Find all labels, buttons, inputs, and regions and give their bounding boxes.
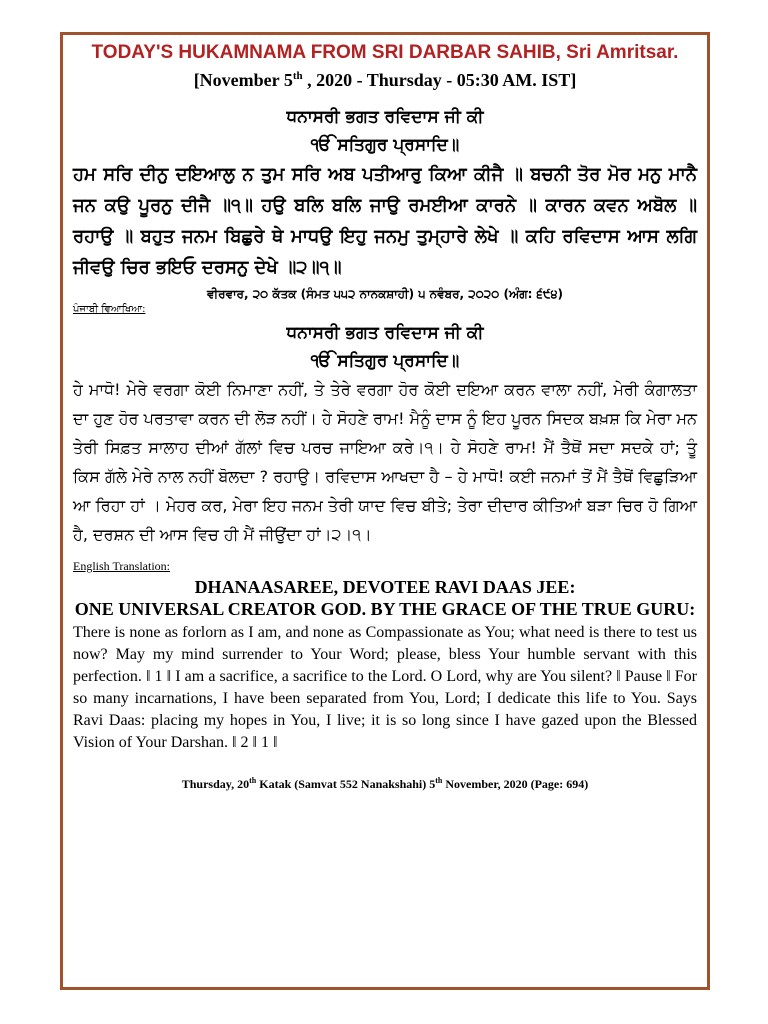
title-place: Sri Amritsar. bbox=[560, 42, 679, 63]
gurbani-heading: ਧਨਾਸਰੀ ਭਗਤ ਰਵਿਦਾਸ ਜੀ ਕੀ bbox=[286, 107, 484, 127]
english-translation: There is none as forlorn as I am, and none as Compassionate as You; what need is there to test us now? May my mind surrender to Your Word; please, bless Your humble servant with this perfection. ‖ 1 ‖ I am a sacrifice, a sacrifice to the Lord. O Lord, why are You silent? ‖ Pause ‖ For so many incarnations, I have been separated from You, Lord; I dedicate this life to You. Says Ravi Daas: placing my hopes in You, I live; it is so long since I have gazed upon the Blessed Vision of Your Darshan. ‖ 2 ‖ 1 ‖ bbox=[73, 624, 697, 751]
footer-part3: November, 2020 (Page: 694) bbox=[442, 777, 589, 791]
english-heading-2: ONE UNIVERSAL CREATOR GOD. BY THE GRACE OF THE TRUE GURU: bbox=[74, 599, 696, 619]
footer-sup2: th bbox=[435, 776, 443, 785]
gurbani-text: ਹਮ ਸਰਿ ਦੀਨੁ ਦਇਆਲੁ ਨ ਤੁਮ ਸਰਿ ਅਬ ਪਤੀਆਰੁ ਕਿਆ ਕੀਜੈ ॥ ਬਚਨੀ ਤੋਰ ਮੋਰ ਮਨੁ ਮਾਨੈ ਜਨ ਕਉ ਪੂਰਨੁ ਦੀਜੈ ॥੧॥ ਹਉ ਬਲਿ ਬਲਿ ਜਾਉ ਰਮਈਆ ਕਾਰਨੇ ॥ ਕਾਰਨ ਕਵਨ ਅਬੋਲ ॥ ਰਹਾਉ ॥ ਬਹੁਤ ਜਨਮ ਬਿਛੁਰੇ ਥੇ ਮਾਧਉ ਇਹੁ ਜਨਮੁ ਤੁਮ੍ਹਾਰੇ ਲੇਖੇ ॥ ਕਹਿ ਰਵਿਦਾਸ ਆਸ ਲਗਿ ਜੀਵਉ ਚਿਰ ਭਇਓ ਦਰਸਨੁ ਦੇਖੇ ॥੨॥੧॥ bbox=[73, 164, 697, 278]
punjabi-translation: ਹੇ ਮਾਧੋ! ਮੇਰੇ ਵਰਗਾ ਕੋਈ ਨਿਮਾਣਾ ਨਹੀਂ, ਤੇ ਤੇਰੇ ਵਰਗਾ ਹੋਰ ਕੋਈ ਦਇਆ ਕਰਨ ਵਾਲਾ ਨਹੀਂ, ਮੇਰੀ ਕੰਗਾਲਤਾ ਦਾ ਹੁਣ ਹੋਰ ਪਰਤਾਵਾ ਕਰਨ ਦੀ ਲੋੜ ਨਹੀਂ। ਹੇ ਸੋਹਣੇ ਰਾਮ! ਮੈਨੂੰ ਦਾਸ ਨੂੰ ਇਹ ਪੂਰਨ ਸਿਦਕ ਬਖ਼ਸ਼ ਕਿ ਮੇਰਾ ਮਨ ਤੇਰੀ ਸਿਫ਼ਤ ਸਾਲਾਹ ਦੀਆਂ ਗੱਲਾਂ ਵਿਚ ਪਰਚ ਜਾਇਆ ਕਰੇ।੧। ਹੇ ਸੋਹਣੇ ਰਾਮ! ਮੈਂ ਤੈਥੋਂ ਸਦਾ ਸਦਕੇ ਹਾਂ; ਤੂੰ ਕਿਸ ਗੱਲੇ ਮੇਰੇ ਨਾਲ ਨਹੀਂ ਬੋਲਦਾ ? ਰਹਾਉ। ਰਵਿਦਾਸ ਆਖਦਾ ਹੈ – ਹੇ ਮਾਧੋ! ਕਈ ਜਨਮਾਂ ਤੋਂ ਮੈਂ ਤੈਥੋਂ ਵਿਛੁੜਿਆ ਆ ਰਿਹਾ ਹਾਂ । ਮੇਹਰ ਕਰ, ਮੇਰਾ ਇਹ ਜਨਮ ਤੇਰੀ ਯਾਦ ਵਿਚ ਬੀਤੇ; ਤੇਰਾ ਦੀਦਾਰ ਕੀਤਿਆਂ ਬੜਾ ਚਿਰ ਹੋ ਗਿਆ ਹੈ, ਦਰਸ਼ਨ ਦੀ ਆਸ ਵਿਚ ਹੀ ਮੈਂ ਜੀਉਂਦਾ ਹਾਂ।੨।੧। bbox=[73, 380, 697, 544]
footer-date bbox=[73, 776, 697, 792]
english-label: English Translation: bbox=[73, 559, 171, 573]
footer-part2: Katak (Samvat 552 Nanakshahi) 5 bbox=[256, 777, 436, 791]
footer-part1: Thursday, 20 bbox=[181, 777, 250, 791]
footer-sup1: th bbox=[249, 776, 257, 785]
hukamnama-frame bbox=[60, 32, 710, 990]
page-title bbox=[73, 41, 697, 65]
title-main: TODAY'S HUKAMNAMA FROM SRI DARBAR SAHIB, bbox=[91, 42, 561, 63]
english-heading-1: DHANAASAREE, DEVOTEE RAVI DAAS JEE: bbox=[194, 577, 576, 597]
header-date-prefix: [November 5 bbox=[193, 70, 293, 90]
punjabi-label: ਪੰਜਾਬੀ ਵਿਆਖਿਆ: bbox=[73, 304, 146, 315]
header-date bbox=[73, 65, 697, 91]
header-date-suffix: , 2020 - Thursday - 05:30 AM. IST] bbox=[302, 70, 577, 90]
gurbani-date-line: ਵੀਰਵਾਰ, ੨੦ ਕੱਤਕ (ਸੰਮਤ ੫੫੨ ਨਾਨਕਸ਼ਾਹੀ) ੫ ਨਵੰਬਰ, ੨੦੨੦ (ਅੰਗ: ੬੯੪) bbox=[207, 287, 563, 301]
gurbani-mool-mantar: ੴ ਸਤਿਗੁਰ ਪ੍ਰਸਾਦਿ॥ bbox=[310, 135, 460, 155]
punjabi-mool-mantar: ੴ ਸਤਿਗੁਰ ਪ੍ਰਸਾਦਿ॥ bbox=[310, 351, 460, 371]
header-date-sup: th bbox=[292, 70, 303, 82]
punjabi-heading: ਧਨਾਸਰੀ ਭਗਤ ਰਵਿਦਾਸ ਜੀ ਕੀ bbox=[286, 323, 484, 343]
